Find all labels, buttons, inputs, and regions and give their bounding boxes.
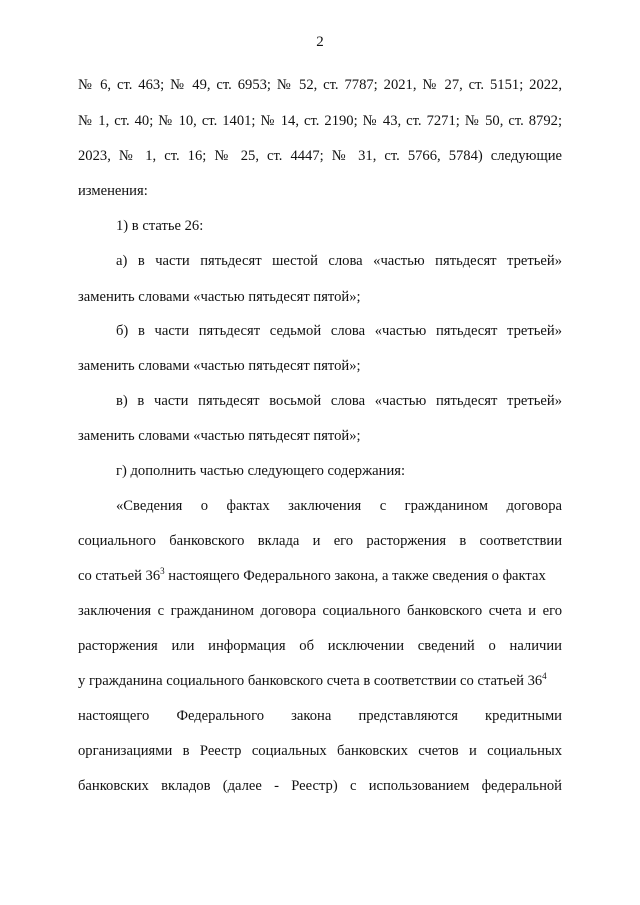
subitem-v-line-1: в) в части пятьдесят восьмой слова «частью пятьдесят третьей» [116,393,562,409]
quote-line-1: «Сведения о фактах заключения с гражданином договора [116,498,562,514]
article-superscript-4: 4 [542,671,547,682]
quote-line-2: социального банковского вклада и его расторжения в соответствии [78,533,562,549]
subitem-b-line-2: заменить словами «частью пятьдесят пятой»; [78,358,361,374]
body-line-2: № 1, ст. 40; № 10, ст. 1401; № 14, ст. 2190; № 43, ст. 7271; № 50, ст. 8792; [78,113,562,129]
subitem-g-line-1: г) дополнить частью следующего содержания: [116,463,406,479]
quote-line-7: настоящего Федерального закона представляются кредитными [78,708,562,724]
quote-line-3-end: настоящего Федерального закона, а также сведения о фактах [164,568,546,584]
quote-line-6 [78,672,562,690]
body-line-3: 2023, № 1, ст. 16; № 25, ст. 4447; № 31, ст. 5766, 5784) следующие [78,148,562,164]
quote-line-5: расторжения или информация об исключении сведений о наличии [78,638,562,654]
article-superscript-3: 3 [160,566,165,577]
quote-line-6-text: у гражданина социального банковского счета в соответствии со статьей 36 [78,673,543,689]
item-1-heading: 1) в статье 26: [116,218,204,234]
subitem-b-line-1: б) в части пятьдесят седьмой слова «частью пятьдесят третьей» [116,323,562,339]
subitem-a-line-1: а) в части пятьдесят шестой слова «частью пятьдесят третьей» [116,253,562,269]
quote-line-9: банковских вкладов (далее - Реестр) с использованием федеральной [78,778,562,794]
subitem-a-line-2: заменить словами «частью пятьдесят пятой»; [78,289,361,305]
body-line-1: № 6, ст. 463; № 49, ст. 6953; № 52, ст. 7787; 2021, № 27, ст. 5151; 2022, [78,77,562,93]
quote-line-3 [78,567,562,585]
body-line-4: изменения: [78,183,148,199]
quote-line-8: организациями в Реестр социальных банковских счетов и социальных [78,743,562,759]
quote-line-3-start: со статьей 36 [78,568,161,584]
page-number: 2 [316,34,324,50]
subitem-v-line-2: заменить словами «частью пятьдесят пятой»; [78,428,361,444]
quote-line-4: заключения с гражданином договора социального банковского счета и его [78,603,562,619]
